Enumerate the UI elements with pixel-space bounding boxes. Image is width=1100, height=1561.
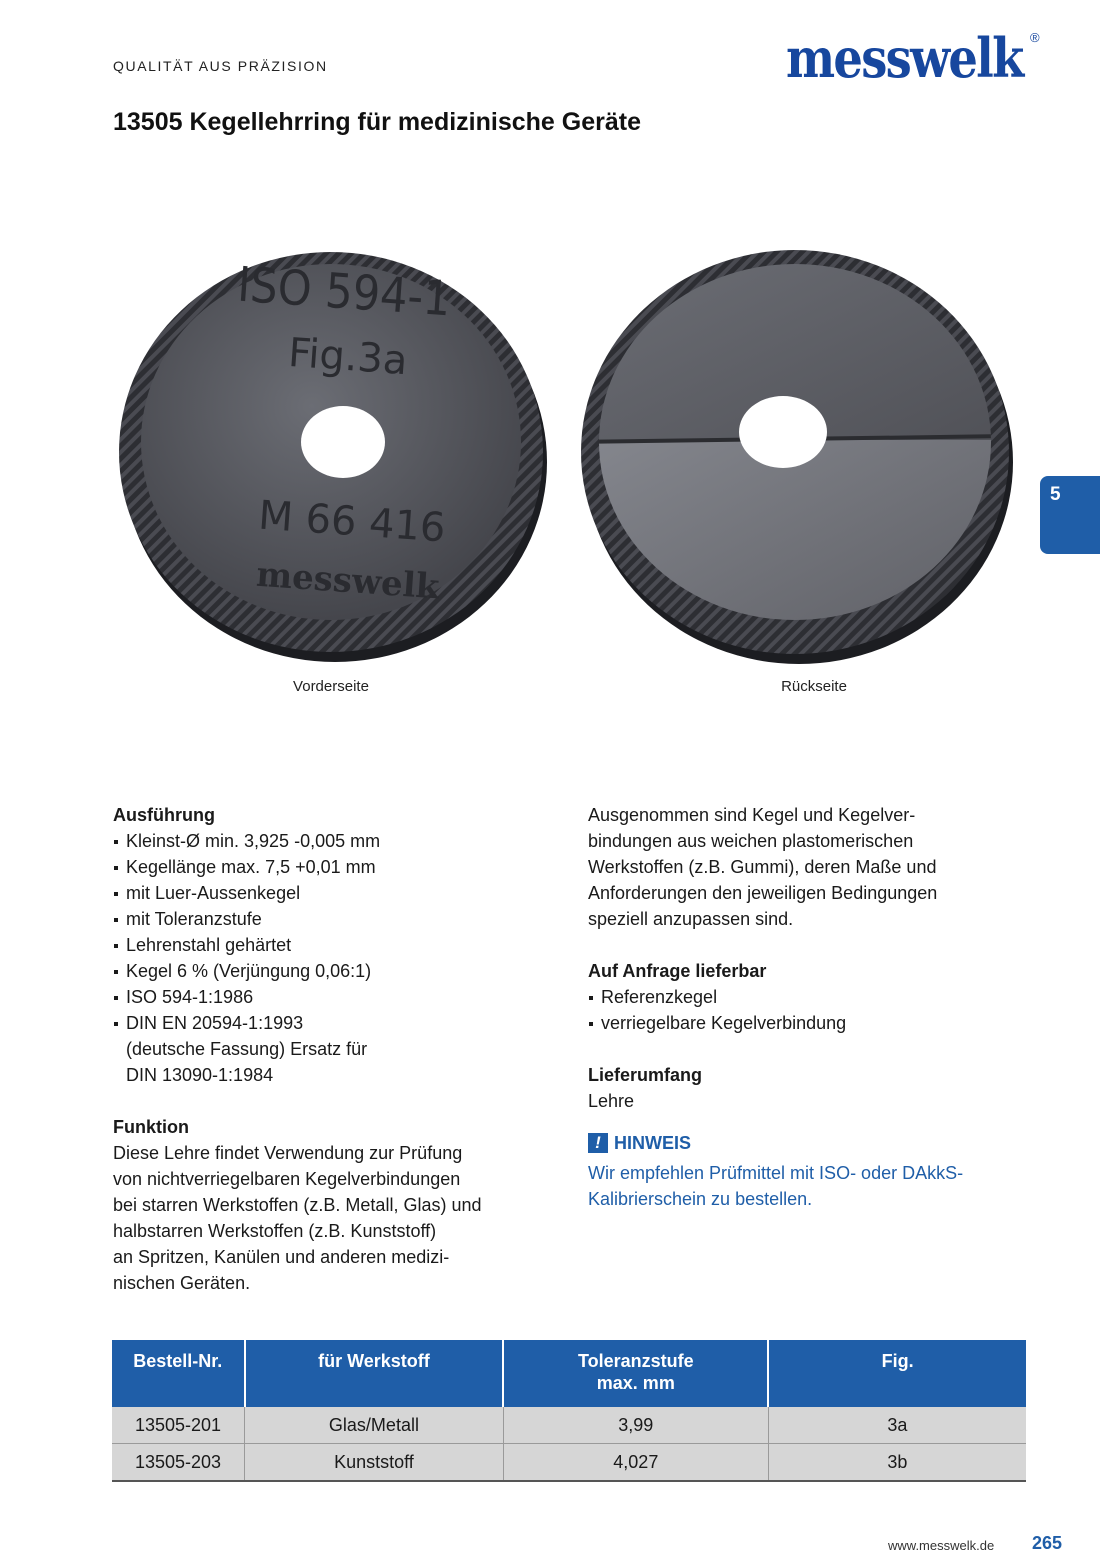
footer-url[interactable]: www.messwelk.de [888, 1538, 995, 1553]
caption-front: Vorderseite [293, 678, 369, 695]
text-line: Ausgenommen sind Kegel und Kegelver- [588, 805, 916, 825]
din-line: (deutsche Fassung) Ersatz für [126, 1039, 368, 1059]
engraving-logo: messwelk [254, 554, 441, 608]
product-photo-back [573, 230, 1013, 670]
list-item: ISO 594-1:1986 [113, 984, 563, 1010]
list-item: Kegel 6 % (Verjüngung 0,06:1) [113, 958, 563, 984]
text-line: Diese Lehre findet Verwendung zur Prüfung [113, 1143, 463, 1163]
cell-order-no: 13505-203 [112, 1444, 245, 1482]
cell-order-no: 13505-201 [112, 1407, 245, 1444]
text-line: bei starren Werkstoffen (z.B. Metall, Glas) und [113, 1195, 482, 1215]
list-item: mit Toleranzstufe [113, 906, 563, 932]
section-title-ausfuehrung: Ausführung [113, 805, 215, 825]
cell-tolerance: 3,99 [503, 1407, 768, 1444]
text-line: Werkstoffen (z.B. Gummi), deren Maße und [588, 857, 937, 877]
hint-heading [588, 1130, 1028, 1156]
list-item: Kegellänge max. 7,5 +0,01 mm [113, 854, 563, 880]
text-line: Wir empfehlen Prüfmittel mit ISO- oder DAkkS- [588, 1163, 964, 1183]
list-item: verriegelbare Kegelverbindung [588, 1010, 1028, 1036]
engraving-fig: Fig.3a [286, 329, 410, 385]
cell-fig: 3b [768, 1444, 1026, 1482]
ausfuehrung-list [113, 828, 563, 1088]
registered-mark: ® [1030, 30, 1040, 45]
list-item: Lehrenstahl gehärtet [113, 932, 563, 958]
list-item: mit Luer-Aussenkegel [113, 880, 563, 906]
list-item-din [113, 1010, 563, 1088]
anfrage-list [588, 984, 1028, 1036]
din-line: DIN 13090-1:1984 [126, 1065, 274, 1085]
chapter-tab[interactable] [1040, 476, 1100, 554]
din-line: DIN EN 20594-1:1993 [126, 1013, 304, 1033]
page-number: 265 [1032, 1533, 1063, 1553]
text-line: Kalibrierschein zu bestellen. [588, 1189, 813, 1209]
text-line: Anforderungen den jeweiligen Bedingungen [588, 883, 938, 903]
chapter-tab-label: 5 [1050, 484, 1061, 505]
cell-fig: 3a [768, 1407, 1026, 1444]
product-photo-front [111, 230, 551, 670]
cell-material: Kunststoff [245, 1444, 504, 1482]
section-title-anfrage: Auf Anfrage lieferbar [588, 961, 767, 981]
hint-text [588, 1160, 1028, 1212]
caption-back: Rückseite [781, 678, 847, 695]
intro-text [588, 802, 1028, 932]
table-row[interactable] [112, 1407, 1026, 1444]
text-line: an Spritzen, Kanülen und anderen medizi- [113, 1247, 450, 1267]
cell-tolerance: 4,027 [503, 1444, 768, 1482]
column-header-tolerance-unit: max. mm [596, 1373, 675, 1393]
column-header-tolerance-label: Toleranzstufe [577, 1351, 694, 1371]
right-column [588, 802, 1028, 1212]
text-line: halbstarren Werkstoffen (z.B. Kunststoff) [113, 1221, 437, 1241]
list-item: Referenzkegel [588, 984, 1028, 1010]
text-line: bindungen aus weichen plastomerischen [588, 831, 914, 851]
warning-icon: ! [588, 1133, 608, 1153]
brand-logo [786, 28, 1044, 88]
text-line: von nichtverriegelbaren Kegelverbindungen [113, 1169, 461, 1189]
funktion-text [113, 1140, 563, 1296]
section-title-lieferumfang: Lieferumfang [588, 1065, 703, 1085]
table-row[interactable] [112, 1444, 1026, 1482]
text-line: nischen Geräten. [113, 1273, 251, 1293]
column-header-tolerance [503, 1340, 768, 1407]
order-table [112, 1340, 1026, 1482]
cell-material: Glas/Metall [245, 1407, 504, 1444]
lieferumfang-text: Lehre [588, 1091, 635, 1111]
column-header-fig: Fig. [768, 1340, 1026, 1407]
column-header-material: für Werkstoff [245, 1340, 504, 1407]
page-title: 13505 Kegellehrring für medizinische Geräte [113, 108, 641, 136]
hint-title: HINWEIS [614, 1133, 692, 1153]
logo-wordmark: messwelk [786, 26, 1023, 90]
text-line: speziell anzupassen sind. [588, 909, 794, 929]
section-title-funktion: Funktion [113, 1117, 189, 1137]
engraving-serial: M 66 416 [256, 492, 447, 552]
list-item: Kleinst-Ø min. 3,925 -0,005 mm [113, 828, 563, 854]
tagline: QUALITÄT AUS PRÄZISION [113, 58, 328, 74]
left-column [113, 802, 563, 1296]
engraving-standard: ISO 594-1 [235, 256, 453, 328]
table-header-row [112, 1340, 1026, 1407]
column-header-order-no: Bestell-Nr. [112, 1340, 245, 1407]
